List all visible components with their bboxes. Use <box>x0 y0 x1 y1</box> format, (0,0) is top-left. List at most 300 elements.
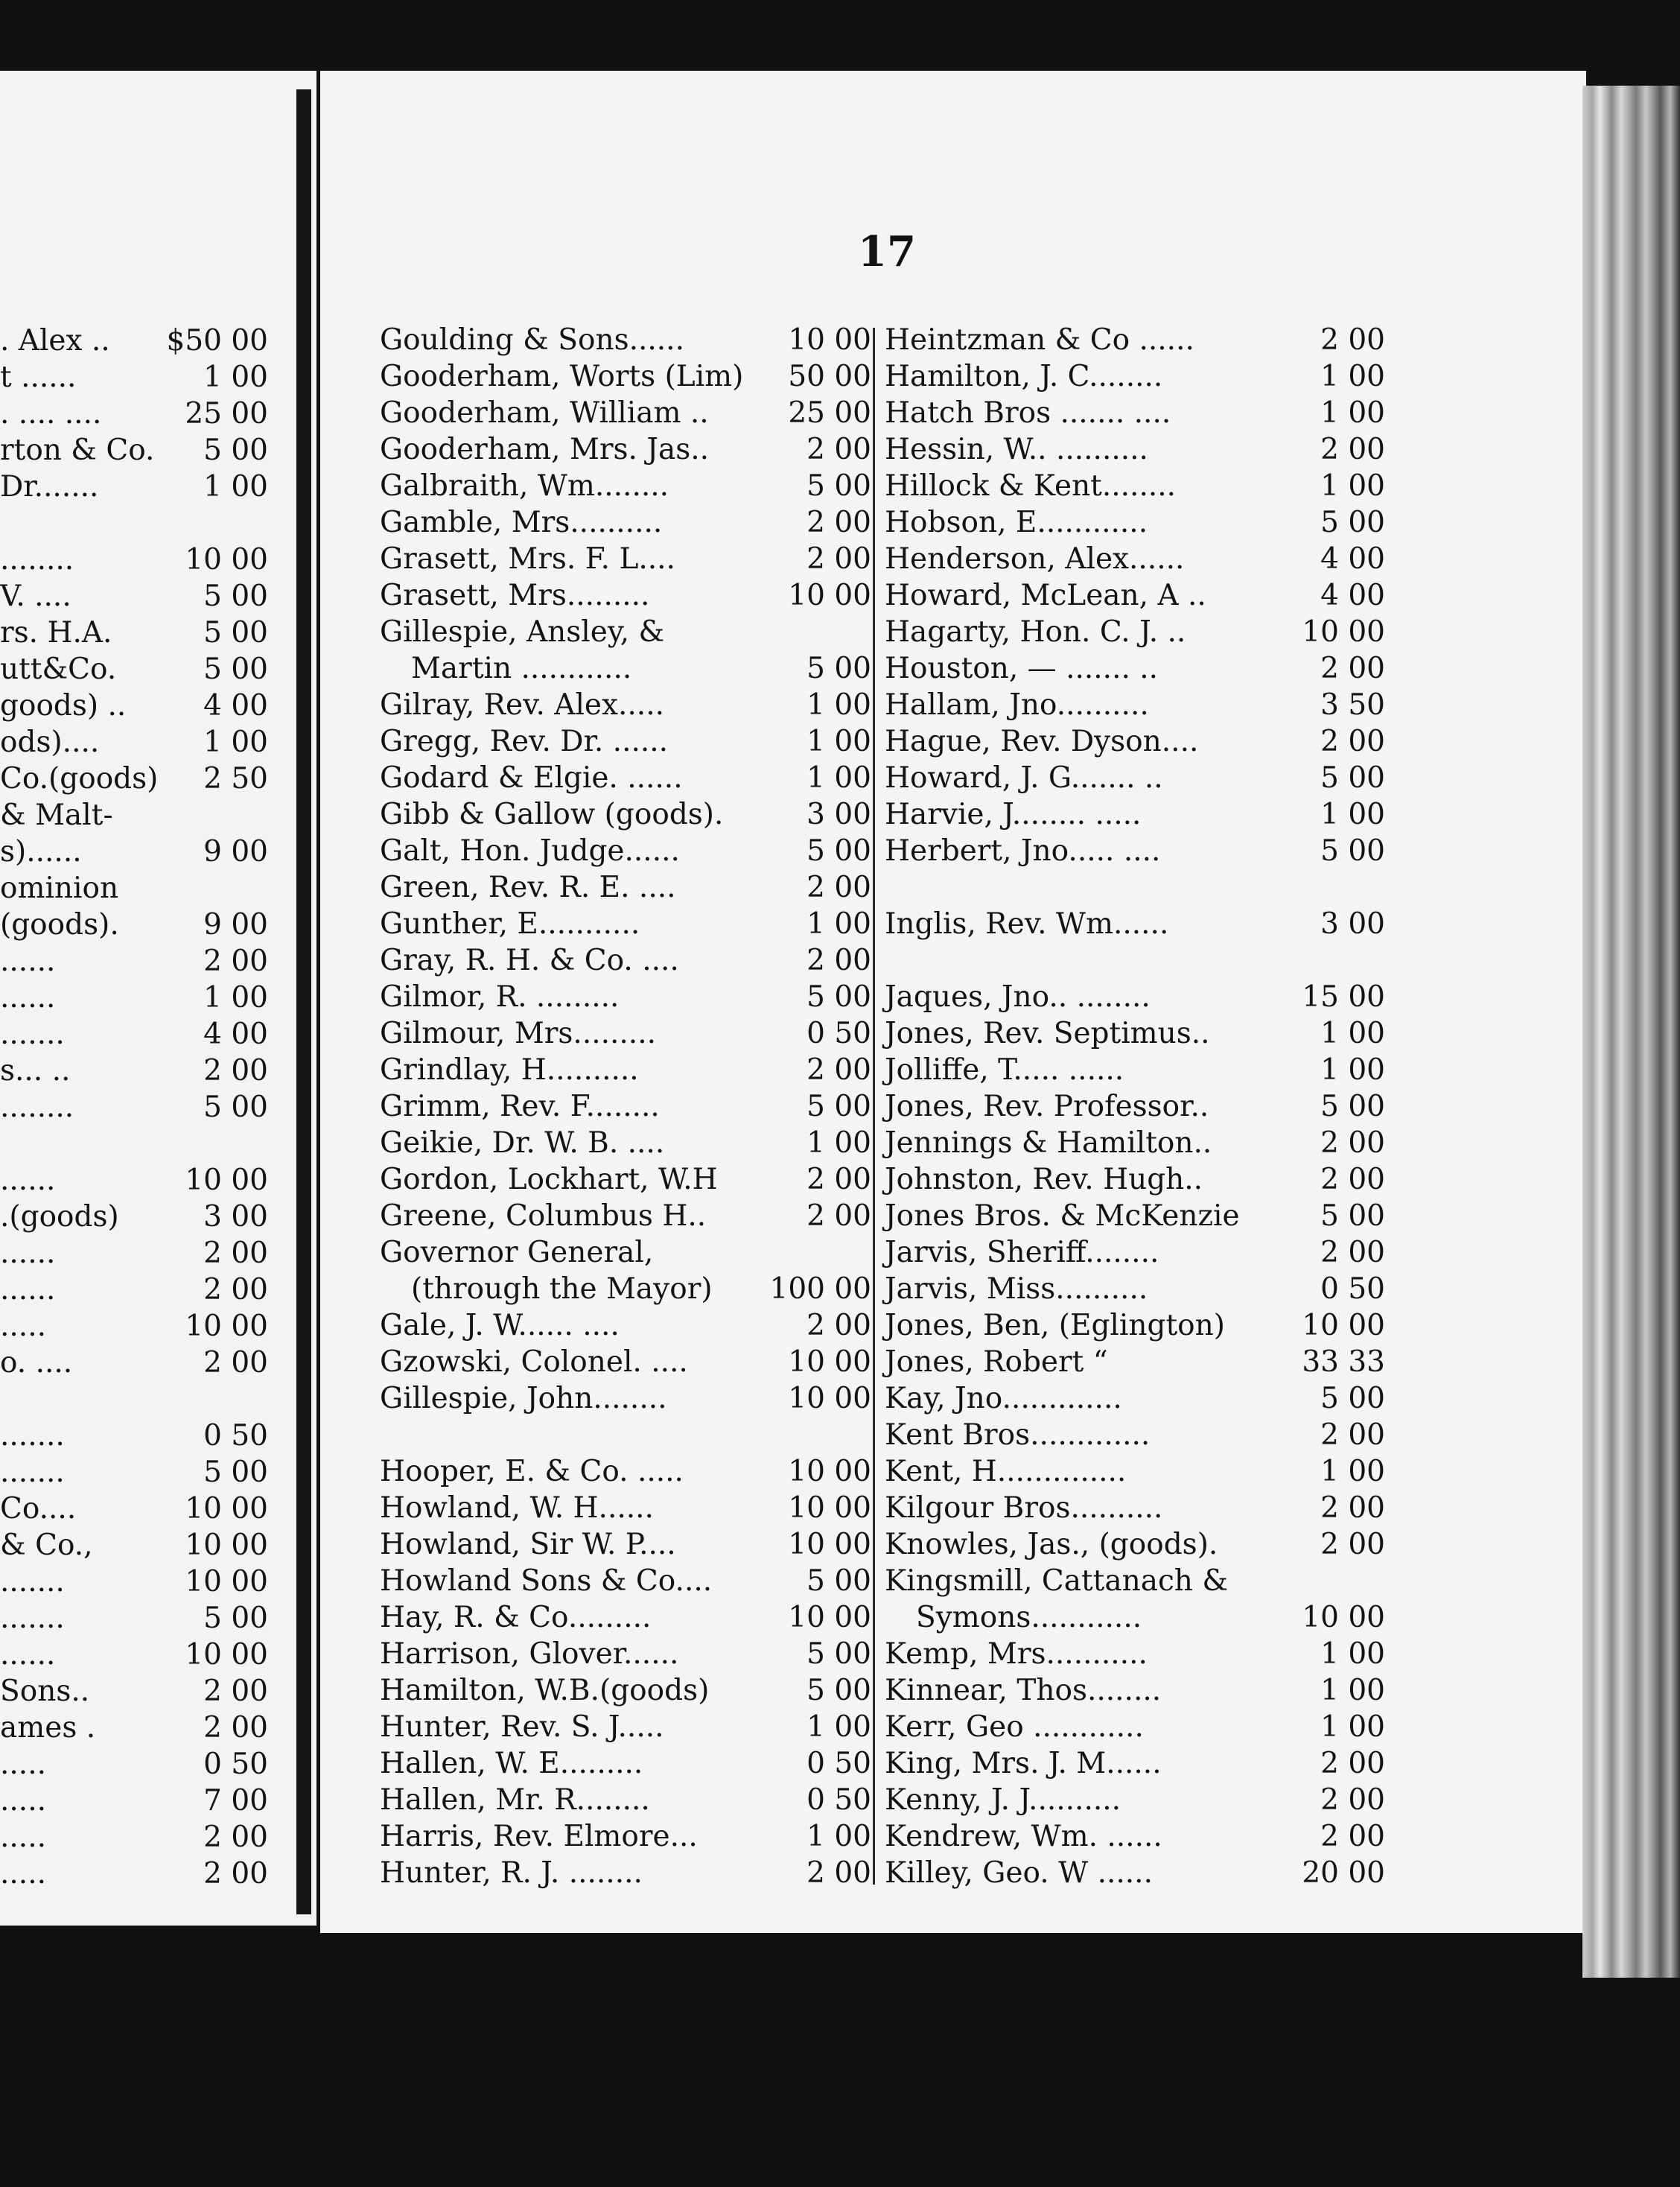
list-item <box>380 796 871 833</box>
list-item <box>0 1527 268 1564</box>
subscriber-name: Goulding & Sons...... <box>380 323 684 357</box>
subscriber-name: Harrison, Glover...... <box>380 1637 679 1671</box>
subscription-amount: 10 00 <box>185 1164 268 1197</box>
list-item <box>380 358 871 395</box>
list-item <box>0 432 268 469</box>
subscription-amount: 2 00 <box>806 1199 871 1233</box>
subscriber-name: Gordon, Lockhart, W.H <box>380 1163 718 1196</box>
list-item <box>0 1564 268 1600</box>
list-item <box>0 1783 268 1819</box>
subscription-amount: 25 00 <box>185 397 268 431</box>
subscriber-name: ..... <box>0 1748 46 1781</box>
subscriber-name: ........ <box>0 1091 74 1124</box>
subscription-amount: 5 00 <box>806 1674 871 1707</box>
list-item <box>885 1088 1385 1125</box>
subscriber-name: Herbert, Jno..... .... <box>885 834 1161 868</box>
list-item <box>380 1563 871 1599</box>
list-item <box>885 1818 1385 1855</box>
subscriber-name: Kay, Jno............. <box>885 1382 1122 1415</box>
list-item <box>380 906 871 942</box>
subscription-amount: 3 50 <box>1320 688 1385 722</box>
subscriber-name: Gooderham, William .. <box>380 396 709 430</box>
list-item <box>885 322 1385 358</box>
subscriber-name: Greene, Columbus H.. <box>380 1199 707 1233</box>
list-item <box>380 504 871 541</box>
subscription-amount: 1 00 <box>1320 1053 1385 1087</box>
subscription-amount: 2 00 <box>203 1857 268 1891</box>
subscriber-name: Gzowski, Colonel. .... <box>380 1345 688 1379</box>
list-item <box>0 505 268 542</box>
subscription-amount: 1 00 <box>203 981 268 1015</box>
subscriber-name: Howland, W. H...... <box>380 1491 654 1525</box>
subscription-amount: 1 00 <box>806 688 871 722</box>
subscriber-name: Gamble, Mrs.......... <box>380 506 663 539</box>
subscription-amount: 2 00 <box>1320 725 1385 758</box>
subscription-amount: 1 00 <box>1320 798 1385 831</box>
subscriber-name: Jolliffe, T..... ...... <box>885 1053 1124 1087</box>
subscription-amount: 5 00 <box>203 1091 268 1124</box>
subscriber-name: Symons............ <box>916 1601 1142 1634</box>
subscription-amount: 10 00 <box>185 1638 268 1672</box>
list-item <box>380 723 871 760</box>
subscription-amount: 2 00 <box>1320 1491 1385 1525</box>
list-item <box>885 1782 1385 1818</box>
list-item <box>885 1490 1385 1526</box>
subscriber-name: s)...... <box>0 835 82 869</box>
list-item <box>885 1271 1385 1307</box>
subscription-amount: 10 00 <box>185 543 268 577</box>
subscription-amount: 2 00 <box>1320 1126 1385 1160</box>
subscriber-name: Hessin, W.. .......... <box>885 433 1148 466</box>
subscriber-name: Hallam, Jno.......... <box>885 688 1149 722</box>
list-item <box>0 1710 268 1746</box>
subscription-amount: 10 00 <box>788 1491 871 1525</box>
list-item <box>380 1380 871 1417</box>
subscription-amount: 2 00 <box>806 1309 871 1342</box>
subscription-amount: 2 00 <box>203 1675 268 1708</box>
list-item <box>0 980 268 1016</box>
list-item <box>885 468 1385 504</box>
subscriber-name: rton & Co. <box>0 434 155 467</box>
subscription-amount: 1 00 <box>203 361 268 394</box>
subscriber-name: (goods). <box>0 908 119 942</box>
subscription-amount: 3 00 <box>1320 907 1385 941</box>
subscription-amount: 2 00 <box>1320 652 1385 685</box>
list-item <box>0 1235 268 1272</box>
list-item <box>0 1345 268 1381</box>
subscription-amount: 5 00 <box>203 434 268 467</box>
subscription-amount: 5 00 <box>203 580 268 613</box>
list-item <box>0 724 268 761</box>
subscriber-name: ..... <box>0 1784 46 1818</box>
subscriber-name: Godard & Elgie. ...... <box>380 761 683 795</box>
subscription-amount: 4 00 <box>1320 579 1385 612</box>
subscriber-name: Jones Bros. & McKenzie <box>885 1199 1240 1233</box>
subscriber-name: ....... <box>0 1419 65 1453</box>
list-item <box>0 1272 268 1308</box>
subscription-amount: 5 00 <box>806 469 871 503</box>
subscription-amount: 2 00 <box>806 542 871 576</box>
subscription-amount: 2 00 <box>203 945 268 978</box>
list-item <box>885 796 1385 833</box>
subscription-amount: 0 50 <box>203 1419 268 1453</box>
list-item <box>885 942 1385 979</box>
subscription-amount: 5 00 <box>1320 1382 1385 1415</box>
list-item <box>380 650 871 687</box>
subscriber-name: Gray, R. H. & Co. .... <box>380 944 679 977</box>
list-item <box>885 395 1385 431</box>
subscription-amount: 25 00 <box>788 396 871 430</box>
subscription-amount: 2 00 <box>1320 433 1385 466</box>
list-item <box>380 1125 871 1161</box>
subscription-amount: 5 00 <box>806 1637 871 1671</box>
list-item <box>380 1636 871 1672</box>
list-item <box>380 1526 871 1563</box>
subscription-amount: 5 00 <box>1320 834 1385 868</box>
subscriber-name: Hague, Rev. Dyson.... <box>885 725 1199 758</box>
list-item <box>380 1015 871 1052</box>
subscriber-name: (through the Mayor) <box>411 1272 713 1306</box>
subscriber-name: utt&Co. <box>0 653 117 686</box>
subscription-amount: 5 00 <box>806 652 871 685</box>
subscriber-name: ames . <box>0 1711 96 1745</box>
list-item <box>0 907 268 943</box>
subscription-amount: 10 00 <box>185 1529 268 1562</box>
subscriber-name: Jaques, Jno.. ........ <box>885 980 1151 1014</box>
subscription-amount: 5 00 <box>806 1564 871 1598</box>
list-item <box>885 1307 1385 1344</box>
subscription-amount: 1 00 <box>203 470 268 504</box>
subscriber-name: Grimm, Rev. F........ <box>380 1090 660 1123</box>
list-item <box>0 1016 268 1053</box>
subscription-amount: 1 00 <box>1320 396 1385 430</box>
subscriber-name: Hooper, E. & Co. ..... <box>380 1455 684 1488</box>
subscription-amount: 100 00 <box>769 1272 871 1306</box>
subscription-amount: 2 00 <box>1320 1820 1385 1853</box>
list-item <box>0 1053 268 1089</box>
list-item <box>380 1855 871 1891</box>
subscriber-name: ...... <box>0 1164 56 1197</box>
list-item <box>380 541 871 577</box>
subscription-amount: 2 00 <box>203 1273 268 1307</box>
list-item <box>380 760 871 796</box>
subscription-amount: 2 00 <box>806 871 871 904</box>
page-number: 17 <box>858 227 916 276</box>
subscriber-name: Sons.. <box>0 1675 90 1708</box>
list-item <box>0 688 268 724</box>
subscriber-name: Howard, McLean, A .. <box>885 579 1206 612</box>
subscription-amount: 10 00 <box>788 1345 871 1379</box>
subscriber-name: Gooderham, Worts (Lim) <box>380 360 744 393</box>
subscriber-name: t ...... <box>0 361 77 394</box>
list-item <box>0 1126 268 1162</box>
subscription-amount: 1 00 <box>806 1710 871 1744</box>
subscription-amount: 1 00 <box>1320 360 1385 393</box>
subscriber-name: Gregg, Rev. Dr. ...... <box>380 725 669 758</box>
list-item <box>380 1271 871 1307</box>
subscription-amount: 15 00 <box>1302 980 1385 1014</box>
subscriber-name: Hallen, Mr. R........ <box>380 1783 650 1817</box>
subscriber-name: Co.(goods) <box>0 762 159 796</box>
list-item <box>885 1745 1385 1782</box>
subscriber-name: ........ <box>0 543 74 577</box>
subscription-amount: 5 00 <box>1320 1199 1385 1233</box>
list-item <box>0 542 268 578</box>
subscription-amount: 10 00 <box>185 1565 268 1599</box>
subscriber-name: King, Mrs. J. M...... <box>885 1747 1162 1780</box>
list-item <box>0 651 268 688</box>
subscription-amount: 1 00 <box>1320 1710 1385 1744</box>
subscription-amount: 2 00 <box>806 1053 871 1087</box>
list-item <box>0 323 268 359</box>
subscription-amount: 1 00 <box>1320 1637 1385 1671</box>
subscriber-name: Hallen, W. E......... <box>380 1747 643 1780</box>
list-item <box>0 834 268 870</box>
subscription-amount: 5 00 <box>203 653 268 686</box>
list-item <box>885 1636 1385 1672</box>
subscriber-name: Gillespie, John........ <box>380 1382 667 1415</box>
list-item <box>885 1672 1385 1709</box>
list-item <box>0 1600 268 1637</box>
subscription-amount: 10 00 <box>185 1492 268 1526</box>
subscriber-name: Johnston, Rev. Hugh.. <box>885 1163 1203 1196</box>
subscription-amount: 1 00 <box>806 761 871 795</box>
subscriber-name: Heintzman & Co ...... <box>885 323 1194 357</box>
book-gutter <box>296 89 311 1914</box>
list-item <box>0 1746 268 1783</box>
list-item <box>380 1745 871 1782</box>
subscription-amount: 3 00 <box>806 798 871 831</box>
subscriber-name: ..... <box>0 1310 46 1343</box>
list-item <box>380 1490 871 1526</box>
subscriber-name: Jarvis, Miss.......... <box>885 1272 1148 1306</box>
subscription-amount: 2 00 <box>203 1346 268 1380</box>
subscription-amount: 5 00 <box>1320 1090 1385 1123</box>
subscription-amount: 2 00 <box>1320 1783 1385 1817</box>
list-item <box>0 1673 268 1710</box>
subscription-amount: 4 00 <box>203 1018 268 1051</box>
subscriber-name: Hay, R. & Co......... <box>380 1601 652 1634</box>
subscription-amount: 10 00 <box>1302 1309 1385 1342</box>
subscription-amount: 2 00 <box>1320 1236 1385 1269</box>
subscription-amount: 9 00 <box>203 908 268 942</box>
list-item <box>885 760 1385 796</box>
list-item <box>885 1161 1385 1198</box>
subscription-amount: 5 00 <box>806 980 871 1014</box>
subscriber-name: & Malt- <box>0 799 113 832</box>
subscription-amount: 5 00 <box>1320 761 1385 795</box>
subscriber-name: Hatch Bros ....... .... <box>885 396 1171 430</box>
subscription-amount: 1 00 <box>806 907 871 941</box>
list-item <box>0 1089 268 1126</box>
subscriber-column-g-h <box>380 322 871 1891</box>
subscription-amount: 10 00 <box>788 323 871 357</box>
subscription-amount: 10 00 <box>1302 1601 1385 1634</box>
subscription-amount: 1 00 <box>1320 1455 1385 1488</box>
list-item <box>885 504 1385 541</box>
list-item <box>380 1307 871 1344</box>
subscriber-name: Governor General, <box>380 1236 654 1269</box>
subscriber-name: Martin ............ <box>411 652 632 685</box>
subscriber-name: . .... .... <box>0 397 102 431</box>
subscriber-name: Gale, J. W...... .... <box>380 1309 620 1342</box>
list-item <box>380 431 871 468</box>
subscriber-name: Gilmor, R. ......... <box>380 980 620 1014</box>
subscription-amount: 2 00 <box>806 506 871 539</box>
list-item <box>885 1453 1385 1490</box>
subscriber-name: ...... <box>0 1273 56 1307</box>
subscriber-name: Jones, Robert “ <box>885 1345 1108 1379</box>
subscriber-name: Killey, Geo. W ...... <box>885 1856 1153 1890</box>
list-item <box>0 943 268 980</box>
subscription-amount: 2 00 <box>1320 1163 1385 1196</box>
list-item <box>885 650 1385 687</box>
subscription-amount: 5 00 <box>203 1602 268 1635</box>
list-item <box>885 1526 1385 1563</box>
subscriber-name: ....... <box>0 1456 65 1489</box>
list-item <box>885 1052 1385 1088</box>
list-item <box>885 687 1385 723</box>
subscription-amount: 10 00 <box>788 1601 871 1634</box>
subscriber-name: Grasett, Mrs......... <box>380 579 650 612</box>
subscription-amount: 0 50 <box>203 1748 268 1781</box>
subscription-amount: 33 33 <box>1302 1345 1385 1379</box>
subscription-amount: 2 00 <box>806 1163 871 1196</box>
list-item <box>380 869 871 906</box>
subscriber-name: Gunther, E........... <box>380 907 640 941</box>
subscriber-name: Houston, — ....... .. <box>885 652 1159 685</box>
subscriber-name: V. .... <box>0 580 71 613</box>
subscription-amount: 2 00 <box>203 1821 268 1854</box>
subscription-amount: 2 00 <box>203 1711 268 1745</box>
subscriber-name: Gibb & Gallow (goods). <box>380 798 724 831</box>
subscription-amount: 10 00 <box>788 1455 871 1488</box>
list-item <box>885 1015 1385 1052</box>
subscriber-name: Hamilton, W.B.(goods) <box>380 1674 710 1707</box>
subscription-amount: 1 00 <box>806 1820 871 1853</box>
subscription-amount: 5 00 <box>806 834 871 868</box>
subscriber-name: Jones, Rev. Professor.. <box>885 1090 1209 1123</box>
list-item <box>885 1125 1385 1161</box>
subscriber-name: Gooderham, Mrs. Jas.. <box>380 433 710 466</box>
page-edges <box>1582 86 1680 1978</box>
subscriber-name: .(goods) <box>0 1200 119 1234</box>
list-item <box>380 687 871 723</box>
subscription-amount: 4 00 <box>1320 542 1385 576</box>
list-item <box>380 833 871 869</box>
subscription-amount: 2 00 <box>1320 1418 1385 1452</box>
list-item <box>380 979 871 1015</box>
list-item <box>885 614 1385 650</box>
subscriber-name: Galt, Hon. Judge...... <box>380 834 680 868</box>
subscriber-name: Kenny, J. J.......... <box>885 1783 1121 1817</box>
subscription-amount: 3 00 <box>203 1200 268 1234</box>
list-item <box>885 1380 1385 1417</box>
subscription-amount: 5 00 <box>203 1456 268 1489</box>
subscriber-name: Hunter, Rev. S. J..... <box>380 1710 664 1744</box>
list-item <box>885 541 1385 577</box>
subscriber-name: ...... <box>0 945 56 978</box>
subscriber-name: Hamilton, J. C........ <box>885 360 1163 393</box>
subscriber-name: Kemp, Mrs........... <box>885 1637 1148 1671</box>
list-item <box>0 615 268 651</box>
list-item <box>885 869 1385 906</box>
list-item <box>0 1856 268 1892</box>
list-item <box>885 577 1385 614</box>
list-item <box>380 1818 871 1855</box>
subscriber-name: Gilmour, Mrs......... <box>380 1017 656 1050</box>
list-item <box>380 1453 871 1490</box>
subscriber-name: Gillespie, Ansley, & <box>380 615 665 649</box>
list-item <box>0 1308 268 1345</box>
left-page-column <box>0 323 268 1892</box>
list-item <box>0 359 268 396</box>
subscription-amount: 9 00 <box>203 835 268 869</box>
subscription-amount: 2 00 <box>806 433 871 466</box>
list-item <box>380 468 871 504</box>
subscriber-name: Harvie, J........ ..... <box>885 798 1142 831</box>
subscriber-name: Jones, Ben, (Eglington) <box>885 1309 1225 1342</box>
list-item <box>885 431 1385 468</box>
subscription-amount: 1 00 <box>806 725 871 758</box>
list-item <box>380 1198 871 1234</box>
subscriber-name: Geikie, Dr. W. B. .... <box>380 1126 665 1160</box>
subscription-amount: 2 00 <box>1320 1528 1385 1561</box>
subscriber-name: o. .... <box>0 1346 73 1380</box>
list-item <box>885 1234 1385 1271</box>
list-item <box>0 1381 268 1418</box>
subscriber-name: Kinnear, Thos........ <box>885 1674 1162 1707</box>
subscription-amount: 2 50 <box>203 762 268 796</box>
list-item <box>0 1199 268 1235</box>
list-item <box>380 1709 871 1745</box>
subscriber-name: Harris, Rev. Elmore... <box>380 1820 698 1853</box>
subscriber-name: Henderson, Alex...... <box>885 542 1185 576</box>
subscriber-name: ominion <box>0 872 119 905</box>
subscriber-name: Howland Sons & Co.... <box>380 1564 713 1598</box>
list-item <box>380 1417 871 1453</box>
subscriber-name: Howard, J. G....... .. <box>885 761 1163 795</box>
subscriber-name: ...... <box>0 981 56 1015</box>
subscription-amount: 7 00 <box>203 1784 268 1818</box>
list-item <box>0 1454 268 1491</box>
subscriber-name: Kent, H.............. <box>885 1455 1127 1488</box>
subscription-amount: 1 00 <box>1320 1017 1385 1050</box>
list-item <box>380 1088 871 1125</box>
list-item <box>885 723 1385 760</box>
subscriber-name: Kingsmill, Cattanach & <box>885 1564 1229 1598</box>
subscription-amount: $50 00 <box>166 324 268 358</box>
list-item <box>0 761 268 797</box>
subscriber-name: Kilgour Bros.......... <box>885 1491 1163 1525</box>
subscriber-name: Jarvis, Sheriff........ <box>885 1236 1159 1269</box>
subscriber-name: goods) .. <box>0 689 127 723</box>
list-item <box>0 1819 268 1856</box>
list-item <box>885 1855 1385 1891</box>
list-item <box>885 1709 1385 1745</box>
subscription-amount: 0 50 <box>806 1747 871 1780</box>
list-item <box>885 1198 1385 1234</box>
subscriber-name: ods).... <box>0 726 100 759</box>
subscription-amount: 10 00 <box>788 579 871 612</box>
subscriber-name: ....... <box>0 1602 65 1635</box>
list-item <box>885 1563 1385 1599</box>
list-item <box>885 979 1385 1015</box>
subscriber-column-h-k <box>885 322 1385 1891</box>
subscriber-name: Inglis, Rev. Wm...... <box>885 907 1169 941</box>
list-item <box>380 577 871 614</box>
subscription-amount: 20 00 <box>1302 1856 1385 1890</box>
